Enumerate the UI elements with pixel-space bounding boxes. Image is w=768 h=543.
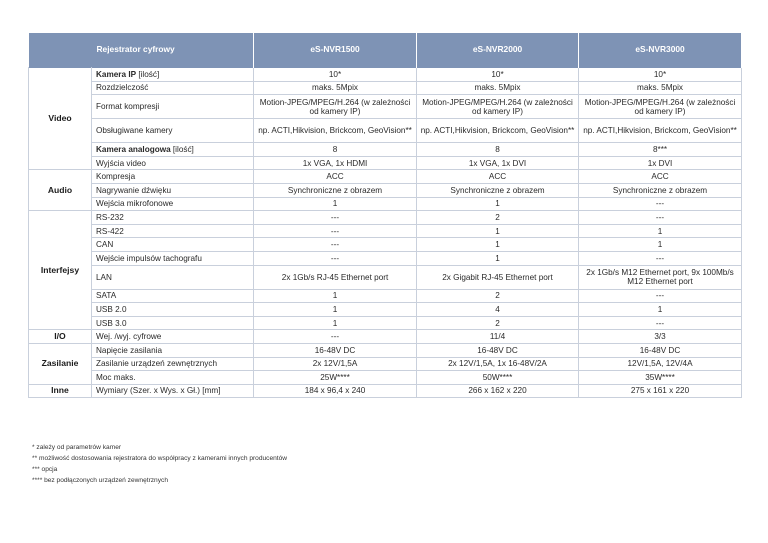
value-cell: 12V/1,5A, 12V/4A (579, 357, 742, 371)
value-cell: --- (579, 289, 742, 303)
table-row (29, 143, 742, 157)
value-cell: 1 (579, 224, 742, 238)
param-cell (92, 143, 254, 157)
value-cell: 2x 1Gb/s RJ-45 Ethernet port (254, 265, 417, 289)
table-row (29, 289, 742, 303)
table-row (29, 343, 742, 357)
value-cell: --- (254, 238, 417, 252)
value-cell: maks. 5Mpix (417, 81, 579, 95)
param-cell: USB 2.0 (92, 303, 254, 317)
value-cell: 2 (417, 289, 579, 303)
param-cell: Wyjścia video (92, 156, 254, 170)
value-cell: --- (579, 211, 742, 225)
value-cell: 1 (254, 316, 417, 330)
param-cell: USB 3.0 (92, 316, 254, 330)
param-cell (92, 68, 254, 82)
table-row (29, 197, 742, 211)
footnote: *** opcja (32, 466, 58, 473)
value-cell: maks. 5Mpix (254, 81, 417, 95)
value-cell: 2x Gigabit RJ-45 Ethernet port (417, 265, 579, 289)
value-cell: 1 (254, 289, 417, 303)
param-cell: RS-232 (92, 211, 254, 225)
param-label-bold: Kamera analogowa (96, 144, 171, 154)
value-cell: 16-48V DC (579, 343, 742, 357)
param-cell: Obsługiwane kamery (92, 119, 254, 143)
footnote: **** bez podłączonych urządzeń zewnętrznych (32, 477, 168, 484)
table-row (29, 330, 742, 344)
param-cell: Wejście impulsów tachografu (92, 251, 254, 265)
value-cell: 2x 12V/1,5A, 1x 16-48V/2A (417, 357, 579, 371)
table-row (29, 81, 742, 95)
value-cell: 10* (417, 68, 579, 82)
spec-table (28, 33, 742, 398)
param-cell: Format kompresji (92, 95, 254, 119)
table-row (29, 384, 742, 398)
param-label-unit: [ilość] (136, 69, 160, 79)
value-cell: 50W**** (417, 371, 579, 385)
param-cell: LAN (92, 265, 254, 289)
value-cell: 1 (579, 238, 742, 252)
value-cell: 16-48V DC (254, 343, 417, 357)
value-cell: 8*** (579, 143, 742, 157)
value-cell: 8 (254, 143, 417, 157)
value-cell: maks. 5Mpix (579, 81, 742, 95)
value-cell: np. ACTI,Hikvision, Brickcom, GeoVision** (254, 119, 417, 143)
value-cell: 8 (417, 143, 579, 157)
value-cell: 1 (417, 224, 579, 238)
header-model-1: eS-NVR1500 (254, 33, 417, 68)
param-cell: Wymiary (Szer. x Wys. x Gł.) [mm] (92, 384, 254, 398)
param-cell: Wej. /wyj. cyfrowe (92, 330, 254, 344)
value-cell: 184 x 96,4 x 240 (254, 384, 417, 398)
param-label-bold: Kamera IP (96, 69, 137, 79)
table-header-row (29, 33, 742, 68)
table-row (29, 95, 742, 119)
value-cell: 10* (579, 68, 742, 82)
value-cell: Synchroniczne z obrazem (579, 183, 742, 197)
value-cell: --- (254, 330, 417, 344)
value-cell: 2 (417, 316, 579, 330)
footnote: ** możliwość dostosowania rejestratora do współpracy z kamerami innych producentów (32, 455, 288, 462)
table-body (29, 68, 742, 398)
value-cell: 1 (254, 197, 417, 211)
param-cell: Wejścia mikrofonowe (92, 197, 254, 211)
param-cell: Moc maks. (92, 371, 254, 385)
value-cell: np. ACTI,Hikvision, Brickcom, GeoVision** (417, 119, 579, 143)
value-cell: Synchroniczne z obrazem (254, 183, 417, 197)
value-cell: 2 (417, 211, 579, 225)
value-cell: np. ACTI,Hikvision, Brickcom, GeoVision** (579, 119, 742, 143)
table-row (29, 238, 742, 252)
value-cell: --- (254, 224, 417, 238)
category-cell: Inne (29, 384, 92, 398)
value-cell: 1 (254, 303, 417, 317)
value-cell: --- (254, 251, 417, 265)
value-cell: 10* (254, 68, 417, 82)
value-cell: 4 (417, 303, 579, 317)
category-cell: Zasilanie (29, 343, 92, 384)
value-cell: 1 (579, 303, 742, 317)
param-cell: Kompresja (92, 170, 254, 184)
param-cell: Rozdzielczość (92, 81, 254, 95)
value-cell: 2x 12V/1,5A (254, 357, 417, 371)
value-cell: 35W**** (579, 371, 742, 385)
value-cell: 1x VGA, 1x HDMI (254, 156, 417, 170)
category-cell: Audio (29, 170, 92, 211)
value-cell: 1 (417, 238, 579, 252)
value-cell: ACC (254, 170, 417, 184)
table-row (29, 68, 742, 82)
category-cell: I/O (29, 330, 92, 344)
param-cell: Nagrywanie dźwięku (92, 183, 254, 197)
table-row (29, 303, 742, 317)
value-cell: 25W**** (254, 371, 417, 385)
value-cell: 1x VGA, 1x DVI (417, 156, 579, 170)
header-label: Rejestrator cyfrowy (29, 33, 254, 68)
value-cell: 16-48V DC (417, 343, 579, 357)
table-row (29, 251, 742, 265)
param-cell: SATA (92, 289, 254, 303)
param-cell: Zasilanie urządzeń zewnętrznych (92, 357, 254, 371)
value-cell: --- (254, 211, 417, 225)
param-cell: RS-422 (92, 224, 254, 238)
value-cell: 11/4 (417, 330, 579, 344)
footnote: * zależy od parametrów kamer (32, 444, 122, 451)
table-row (29, 316, 742, 330)
value-cell: Synchroniczne z obrazem (417, 183, 579, 197)
table-row (29, 211, 742, 225)
value-cell: 275 x 161 x 220 (579, 384, 742, 398)
table-row (29, 357, 742, 371)
param-label-unit: [ilość] (170, 144, 194, 154)
category-cell: Video (29, 68, 92, 170)
value-cell: 2x 1Gb/s M12 Ethernet port, 9x 100Mb/s M12 Ethernet port (579, 265, 742, 289)
value-cell: ACC (417, 170, 579, 184)
footnotes (32, 442, 287, 486)
header-model-2: eS-NVR2000 (417, 33, 579, 68)
value-cell: --- (579, 197, 742, 211)
value-cell: ACC (579, 170, 742, 184)
value-cell: Motion-JPEG/MPEG/H.264 (w zależności od kamery IP) (579, 95, 742, 119)
table-row (29, 119, 742, 143)
table-row (29, 156, 742, 170)
table-row (29, 183, 742, 197)
value-cell: 3/3 (579, 330, 742, 344)
value-cell: Motion-JPEG/MPEG/H.264 (w zależności od kamery IP) (417, 95, 579, 119)
param-cell: CAN (92, 238, 254, 252)
value-cell: 1 (417, 197, 579, 211)
param-cell: Napięcie zasilania (92, 343, 254, 357)
value-cell: 1 (417, 251, 579, 265)
value-cell: 266 x 162 x 220 (417, 384, 579, 398)
value-cell: 1x DVI (579, 156, 742, 170)
table-row (29, 224, 742, 238)
category-cell: Interfejsy (29, 211, 92, 330)
value-cell: --- (579, 251, 742, 265)
table-row (29, 170, 742, 184)
value-cell: --- (579, 316, 742, 330)
table-row (29, 265, 742, 289)
value-cell: Motion-JPEG/MPEG/H.264 (w zależności od kamery IP) (254, 95, 417, 119)
table-row (29, 371, 742, 385)
header-model-3: eS-NVR3000 (579, 33, 742, 68)
